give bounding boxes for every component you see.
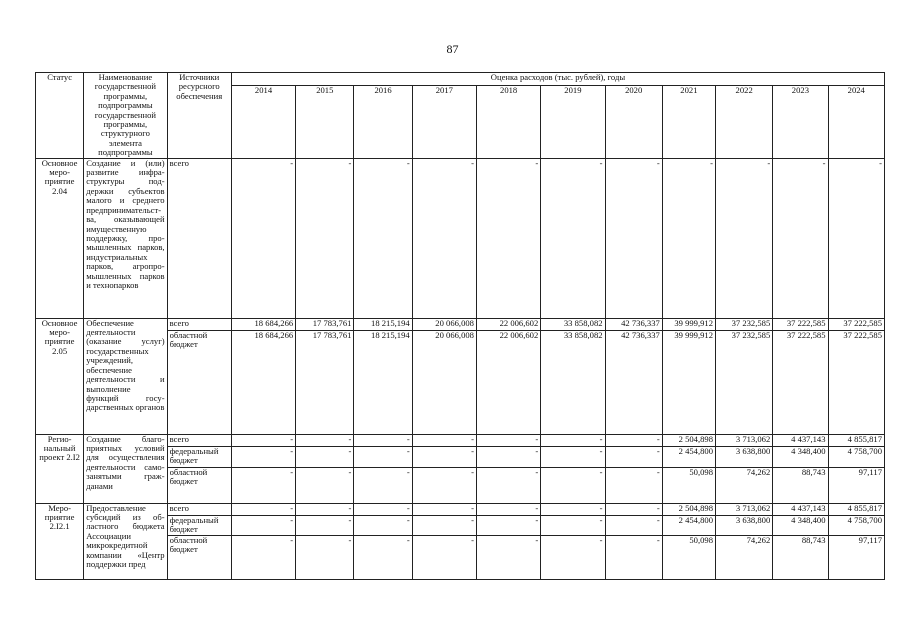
value-cell: - [476, 467, 540, 503]
value-cell: 74,262 [716, 467, 773, 503]
value-cell: 4 855,817 [828, 503, 884, 515]
value-cell: 22 006,602 [476, 330, 540, 434]
value-cell: 88,743 [773, 467, 828, 503]
value-cell: 2 454,800 [662, 515, 715, 535]
value-cell: 4 348,400 [773, 446, 828, 467]
value-cell: - [476, 515, 540, 535]
header-year-2020: 2020 [605, 86, 662, 158]
value-cell: - [605, 535, 662, 579]
value-cell: 2 504,898 [662, 503, 715, 515]
value-cell: - [716, 158, 773, 318]
source-cell: областной бюджет [167, 330, 231, 434]
page-number: 87 [446, 42, 459, 56]
name-cell: Создание и (или) развитие инфраструктуры поддержки субъектов малого и среднего предпринимательства, оказывающей имущественную поддержку, промышленных парков, индустриальных парков, агропромышленных парков и технопарков [84, 158, 167, 318]
status-cell: Основное мероприятие 2.04 [36, 158, 84, 318]
value-cell: - [231, 535, 295, 579]
value-cell: 50,098 [662, 535, 715, 579]
value-cell: - [296, 446, 354, 467]
value-cell: 37 232,585 [716, 330, 773, 434]
value-cell: - [231, 515, 295, 535]
value-cell: - [541, 535, 605, 579]
value-cell: - [354, 515, 412, 535]
header-year-2014: 2014 [231, 86, 295, 158]
value-cell: 18 215,194 [354, 330, 412, 434]
value-cell: 22 006,602 [476, 318, 540, 330]
value-cell: - [476, 434, 540, 446]
source-cell: областной бюджет [167, 535, 231, 579]
status-cell: Основное мероприятие 2.05 [36, 318, 84, 434]
value-cell: - [231, 158, 295, 318]
value-cell: 3 638,800 [716, 515, 773, 535]
value-cell: 50,098 [662, 467, 715, 503]
value-cell: - [354, 535, 412, 579]
table-row [36, 318, 885, 330]
header-year-2022: 2022 [716, 86, 773, 158]
value-cell: - [662, 158, 715, 318]
value-cell: 4 348,400 [773, 515, 828, 535]
value-cell: - [354, 503, 412, 515]
value-cell: - [354, 434, 412, 446]
value-cell: 3 638,800 [716, 446, 773, 467]
source-cell: всего [167, 318, 231, 330]
value-cell: - [296, 467, 354, 503]
table-row [36, 503, 885, 515]
value-cell: - [231, 434, 295, 446]
value-cell: 74,262 [716, 535, 773, 579]
value-cell: - [605, 503, 662, 515]
value-cell: 39 999,912 [662, 330, 715, 434]
header-year-2015: 2015 [296, 86, 354, 158]
value-cell: - [605, 434, 662, 446]
value-cell: 17 783,761 [296, 318, 354, 330]
value-cell: 37 222,585 [773, 330, 828, 434]
value-cell: - [541, 515, 605, 535]
value-cell: 2 454,800 [662, 446, 715, 467]
value-cell: - [605, 446, 662, 467]
value-cell: 33 858,082 [541, 318, 605, 330]
value-cell: 39 999,912 [662, 318, 715, 330]
value-cell: 37 222,585 [773, 318, 828, 330]
value-cell: - [354, 467, 412, 503]
value-cell: - [605, 467, 662, 503]
value-cell: - [231, 446, 295, 467]
name-cell: Предоставление субсидий из областного бюджета Ассоциации микрокредитной компании «Центр поддержки пред [84, 503, 167, 579]
value-cell: - [476, 158, 540, 318]
header-name: Наименование государственной программы, подпрограммы государственной программы, структурного элемента подпрограммы [84, 73, 167, 159]
value-cell: - [231, 467, 295, 503]
value-cell: 37 232,585 [716, 318, 773, 330]
header-sources: Источники ресурсного обеспечения [167, 73, 231, 159]
value-cell: - [541, 158, 605, 318]
source-cell: всего [167, 434, 231, 446]
value-cell: 4 855,817 [828, 434, 884, 446]
value-cell: 20 066,008 [412, 330, 476, 434]
value-cell: 42 736,337 [605, 330, 662, 434]
source-cell: всего [167, 158, 231, 318]
value-cell: 17 783,761 [296, 330, 354, 434]
source-cell: федеральный бюджет [167, 446, 231, 467]
value-cell: 4 758,700 [828, 515, 884, 535]
value-cell: - [354, 158, 412, 318]
value-cell: 3 713,062 [716, 503, 773, 515]
value-cell: 4 437,143 [773, 503, 828, 515]
value-cell: - [605, 158, 662, 318]
table-row [36, 158, 885, 318]
value-cell: - [476, 535, 540, 579]
value-cell: - [476, 503, 540, 515]
value-cell: - [231, 503, 295, 515]
header-year-2021: 2021 [662, 86, 715, 158]
value-cell: 4 437,143 [773, 434, 828, 446]
name-cell: Создание благоприятных условий для осуществления деятельности самозанятыми гражданами [84, 434, 167, 503]
value-cell: - [296, 503, 354, 515]
header-costs: Оценка расходов (тыс. рублей), годы [231, 73, 884, 86]
header-year-2018: 2018 [476, 86, 540, 158]
value-cell: 42 736,337 [605, 318, 662, 330]
value-cell: - [412, 535, 476, 579]
value-cell: - [296, 434, 354, 446]
value-cell: 97,117 [828, 535, 884, 579]
value-cell: - [354, 446, 412, 467]
value-cell: - [296, 535, 354, 579]
value-cell: 18 684,266 [231, 330, 295, 434]
budget-table [35, 72, 885, 580]
value-cell: 37 222,585 [828, 318, 884, 330]
value-cell: - [412, 158, 476, 318]
header-year-2019: 2019 [541, 86, 605, 158]
value-cell: - [412, 515, 476, 535]
value-cell: 97,117 [828, 467, 884, 503]
value-cell: 3 713,062 [716, 434, 773, 446]
value-cell: - [541, 446, 605, 467]
header-year-2017: 2017 [412, 86, 476, 158]
value-cell: - [412, 434, 476, 446]
table-row [36, 434, 885, 446]
status-cell: Мероприятие 2.I2.1 [36, 503, 84, 579]
value-cell: - [773, 158, 828, 318]
value-cell: 88,743 [773, 535, 828, 579]
header-year-2016: 2016 [354, 86, 412, 158]
value-cell: - [541, 434, 605, 446]
header-year-2024: 2024 [828, 86, 884, 158]
value-cell: - [476, 446, 540, 467]
value-cell: - [296, 158, 354, 318]
value-cell: 37 222,585 [828, 330, 884, 434]
header-year-2023: 2023 [773, 86, 828, 158]
source-cell: федеральный бюджет [167, 515, 231, 535]
source-cell: всего [167, 503, 231, 515]
value-cell: - [412, 467, 476, 503]
value-cell: 18 215,194 [354, 318, 412, 330]
value-cell: 33 858,082 [541, 330, 605, 434]
value-cell: 20 066,008 [412, 318, 476, 330]
source-cell: областной бюджет [167, 467, 231, 503]
value-cell: - [541, 503, 605, 515]
value-cell: - [605, 515, 662, 535]
value-cell: 18 684,266 [231, 318, 295, 330]
status-cell: Региональный проект 2.I2 [36, 434, 84, 503]
value-cell: - [412, 503, 476, 515]
value-cell: 4 758,700 [828, 446, 884, 467]
value-cell: 2 504,898 [662, 434, 715, 446]
value-cell: - [828, 158, 884, 318]
value-cell: - [412, 446, 476, 467]
name-cell: Обеспечение деятельности (оказание услуг) государственных учреждений, обеспечение деятельности и выполнение функций государственных органов [84, 318, 167, 434]
header-status: Статус [36, 73, 84, 159]
value-cell: - [541, 467, 605, 503]
value-cell: - [296, 515, 354, 535]
